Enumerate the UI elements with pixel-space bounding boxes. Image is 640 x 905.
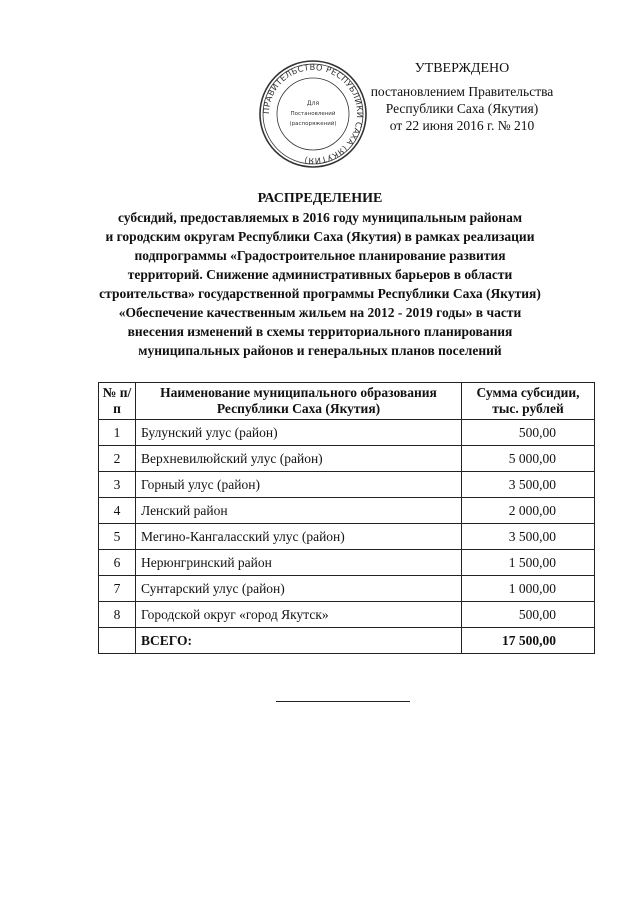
row-name: Верхневилюйский улус (район) xyxy=(136,446,462,472)
row-num: 7 xyxy=(99,576,136,602)
table-row xyxy=(99,472,595,498)
approval-line-2: Республики Саха (Якутия) xyxy=(385,101,539,116)
table-row xyxy=(99,550,595,576)
row-sum: 2 000,00 xyxy=(462,498,595,524)
table-row xyxy=(99,576,595,602)
total-num xyxy=(99,628,136,654)
title-line: субсидий, предоставляемых в 2016 году муниципальным районам xyxy=(117,210,523,225)
table-row xyxy=(99,420,595,446)
header-name: Наименование муниципального образования Республики Саха (Якутия) xyxy=(136,383,462,420)
row-name: Сунтарский улус (район) xyxy=(136,576,462,602)
subsidy-table xyxy=(98,382,595,654)
title-line: «Обеспечение качественным жильем на 2012 - 2019 годы» в части xyxy=(118,305,522,320)
table-row xyxy=(99,446,595,472)
row-name: Мегино-Кангаласский улус (район) xyxy=(136,524,462,550)
table-row xyxy=(99,524,595,550)
approved-label: УТВЕРЖДЕНО xyxy=(414,61,510,76)
seal-inner-line-2: Постановлений xyxy=(290,111,336,117)
row-name: Горный улус (район) xyxy=(136,472,462,498)
seal-inner-line-3: (распоряжений) xyxy=(289,121,337,127)
row-sum: 500,00 xyxy=(462,602,595,628)
title-line: строительства» государственной программы Республики Саха (Якутия) xyxy=(99,286,541,301)
title-line: муниципальных районов и генеральных планов поселений xyxy=(138,343,502,358)
header-num: № п/п xyxy=(99,383,136,420)
row-num: 4 xyxy=(99,498,136,524)
total-row xyxy=(99,628,595,654)
row-num: 2 xyxy=(99,446,136,472)
title-heading: РАСПРЕДЕЛЕНИЕ xyxy=(257,191,383,206)
row-sum: 3 500,00 xyxy=(462,524,595,550)
title-line: подпрограммы «Градостроительное планирование развития xyxy=(134,248,506,263)
official-seal xyxy=(258,59,368,169)
title-line: и городским округам Республики Саха (Якутия) в рамках реализации xyxy=(105,229,535,244)
approval-line-3: от 22 июня 2016 г. № 210 xyxy=(389,118,535,133)
row-num: 6 xyxy=(99,550,136,576)
row-num: 1 xyxy=(99,420,136,446)
row-name: Ленский район xyxy=(136,498,462,524)
total-sum: 17 500,00 xyxy=(462,628,595,654)
table-row xyxy=(99,498,595,524)
document-title xyxy=(60,189,580,360)
row-sum: 3 500,00 xyxy=(462,472,595,498)
approval-block xyxy=(350,60,574,134)
row-sum: 5 000,00 xyxy=(462,446,595,472)
table-header-row xyxy=(99,383,595,420)
row-name: Нерюнгринский район xyxy=(136,550,462,576)
closing-rule xyxy=(276,701,410,702)
seal-outer-text: ПРАВИТЕЛЬСТВО РЕСПУБЛИКИ САХА (ЯКУТИЯ) xyxy=(260,61,366,167)
row-sum: 1 500,00 xyxy=(462,550,595,576)
title-line: территорий. Снижение административных барьеров в области xyxy=(127,267,513,282)
row-num: 5 xyxy=(99,524,136,550)
row-num: 8 xyxy=(99,602,136,628)
seal-inner-line-1: Для xyxy=(306,100,320,107)
row-sum: 1 000,00 xyxy=(462,576,595,602)
row-sum: 500,00 xyxy=(462,420,595,446)
row-name: Булунский улус (район) xyxy=(136,420,462,446)
total-label: ВСЕГО: xyxy=(136,628,462,654)
approval-line-1: постановлением Правительства xyxy=(370,84,554,99)
table-row xyxy=(99,602,595,628)
header-sum: Сумма субсидии, тыс. рублей xyxy=(462,383,595,420)
row-name: Городской округ «город Якутск» xyxy=(136,602,462,628)
title-line: внесения изменений в схемы территориального планирования xyxy=(127,324,513,339)
row-num: 3 xyxy=(99,472,136,498)
